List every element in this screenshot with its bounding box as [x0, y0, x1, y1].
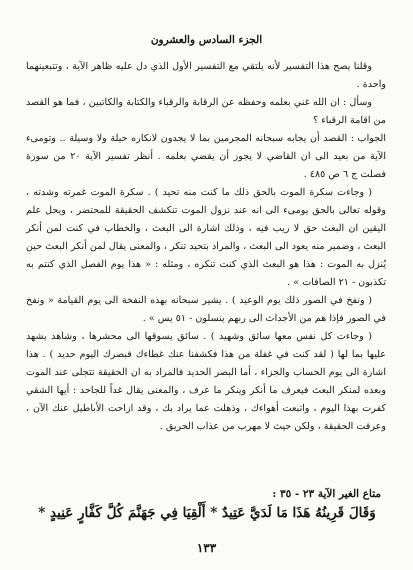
section-heading: متاع الغير الآية ٢٣ - ٣٥ : — [272, 488, 381, 500]
paragraph-6: ( وجاءت كل نفس معها سائق وشهيد ) . سائق يسوقها الى محشرها ، وشاهد يشهد عليها بما لها ( لقد كنت في غفلة من هذا فكشفنا عنك غطاءك فبصرك اليوم حديد ) . هذا اشارة الى يوم الحساب والجزاء ، أما البصر الحديد فالمراد به ان الحقيقة تتجلى عند الموت وبعده لمنكر البعث فيعرف ما أنكر وينكر ما عرف ، والمعنى يقال غداً للجاحد : أيها الشقي كفرت بهذا اليوم ، واتبعت أهواءك ، وذهلت عما يراد بك ، وقد ازاحت الأباطيل عنك الآن ، وعرفت الحقيقة ، ولكن حيث لا مهرب من عذاب الحريق . — [26, 331, 386, 432]
paragraph-3: الجواب : القصد أن يجابه سبحانه المجرمين بما لا يجدون لانكاره حيلة ولا وسيلة .. وتومىء الآية من بعيد الى ان القاضي لا يجوز أن يقضي بعلمه . أنظر تفسير الآية ٢٠ من سورة فصلت ج ٦ ص ٤٨٥ . — [26, 133, 386, 180]
paragraph-5: ( ونفخ في الصور ذلك يوم الوعيد ) . يشير سبحانه بهذه النفخة الى يوم القيامة « ونفخ في الصور فإذا هم من الأجداث الى ربهم ينسلون - ٥١ يس » . — [26, 295, 386, 324]
quran-verse: وَقَالَ قَرِينُهُ هَذَا مَا لَدَيَّ عَتِيدٌ * أَلْقِيَا فِي جَهَنَّمَ كُلَّ كَفَّارٍ عَنِيدٍ * — [38, 505, 376, 521]
paragraph-1: وقلنا يصح هذا التفسير لأنه يلتقي مع التفسير الأول الذي دل عليه ظاهر الآية ، وتتبعينهما واحدة . — [26, 61, 386, 90]
page-header-title: الجزء السادس والعشرون — [150, 34, 263, 46]
page-number: ١٣٣ — [196, 541, 217, 555]
paragraph-2: وسأل : ان الله غني بعلمه وحفظه عن الرقابة والرقباء والكتابة والكاتبين ، فما هو القصد من اقامة الرقباء ؟ — [26, 97, 386, 126]
body-text — [26, 58, 386, 436]
paragraph-4: ( وجاءت سكرة الموت بالحق ذلك ما كنت منه تحيد ) . سكرة الموت غمرته وشدته ، وقوله تعالى بالحق يومىء الى انه عند نزول الموت تنكشف الحقيقة للمحتضر ، ويحل علم اليقين ان البعث حق لا ريب فيه ، وذلك اشارة الى البعث ، والخطاب في كنت لمن أنكر البعث ، وضمير منه يعود الى البعث ، والمراد بتحيد تنكر ، والمعنى يقال لمن أنكر البعث حين يُنزل به الموت : هذا هو البعث الذي كنت تنكره ، ومثله : « هذا يوم الفصل الذي كنتم به تكذبون - ٢١ الصافات » . — [26, 187, 386, 288]
